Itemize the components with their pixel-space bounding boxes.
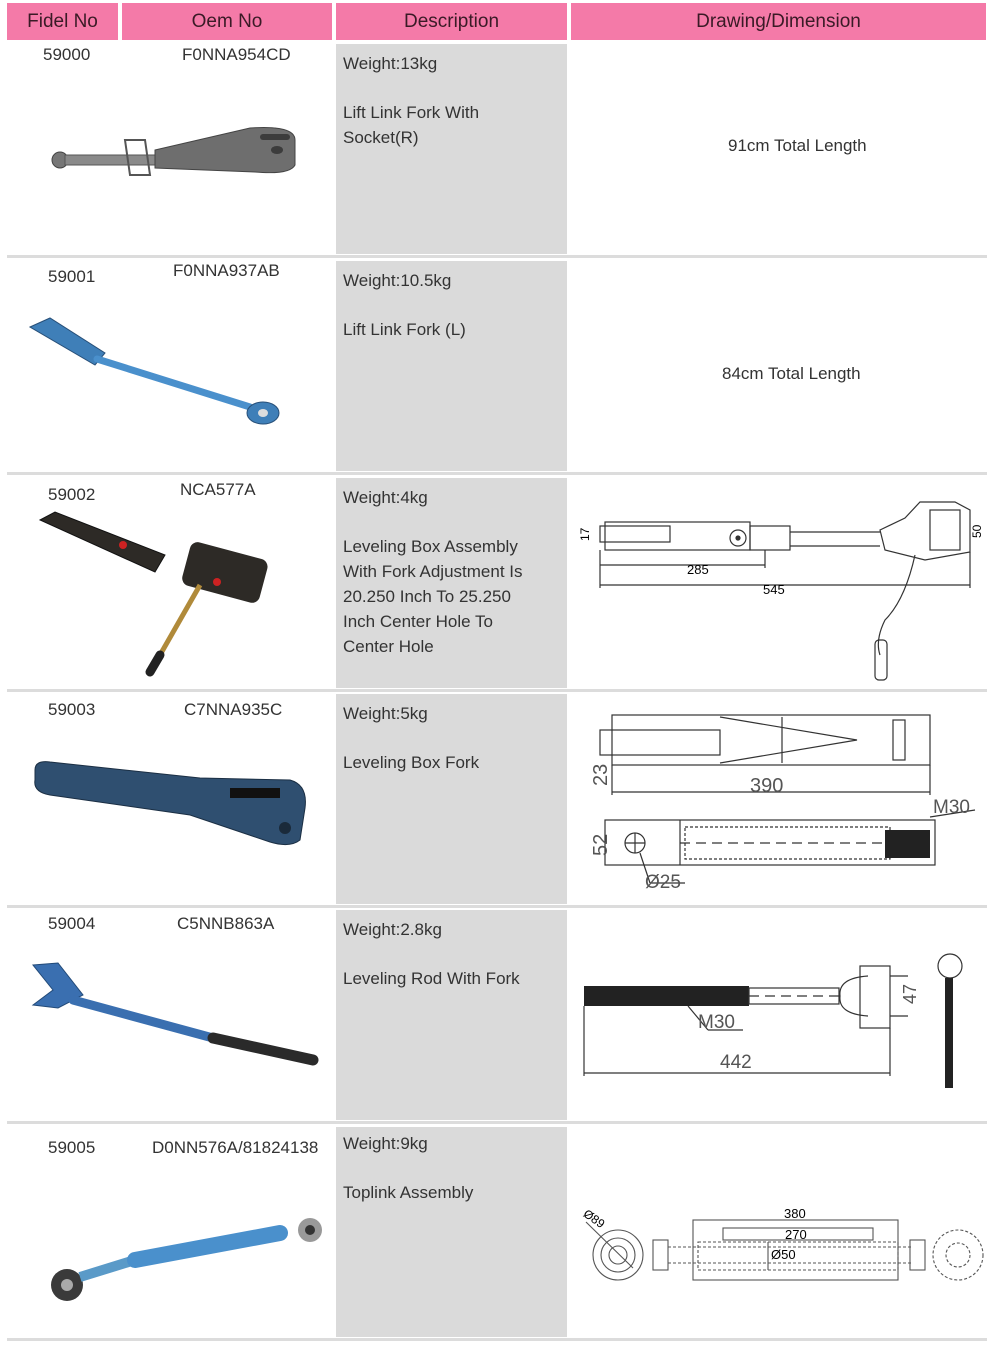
svg-text:270: 270	[785, 1227, 807, 1242]
oem-no: NCA577A	[180, 480, 256, 499]
header-drawing-dimension: Drawing/Dimension	[571, 3, 986, 40]
description-line: Socket(R)	[343, 128, 419, 147]
oem-no: D0NN576A/81824138	[152, 1138, 319, 1157]
weight: Weight:2.8kg	[343, 920, 442, 939]
row-divider	[7, 689, 987, 692]
leveling-box-fork-drawing	[575, 705, 985, 895]
svg-text:390: 390	[750, 775, 784, 797]
toplink-assembly-photo	[45, 1215, 330, 1310]
leveling-box-fork-photo	[30, 760, 310, 850]
row-divider	[7, 472, 987, 475]
toplink-assembly-drawing	[578, 1200, 988, 1290]
svg-text:545: 545	[763, 582, 785, 597]
description-line: Leveling Box Assembly	[343, 537, 518, 556]
row-divider	[7, 1121, 987, 1124]
fidel-no: 59000	[43, 45, 91, 64]
weight: Weight:13kg	[343, 54, 438, 73]
description-cell	[336, 694, 567, 904]
fidel-no: 59004	[48, 914, 96, 933]
description-cell	[336, 478, 567, 688]
header-oem-no: Oem No	[122, 3, 332, 40]
oem-no: F0NNA937AB	[173, 261, 280, 280]
oem-no: C7NNA935C	[184, 700, 283, 719]
description-cell	[336, 910, 567, 1120]
description-line: Lift Link Fork (L)	[343, 320, 466, 339]
dimension-text: 91cm Total Length	[728, 136, 867, 155]
oem-no: F0NNA954CD	[182, 45, 291, 64]
description-line: Toplink Assembly	[343, 1183, 474, 1202]
description-cell	[336, 261, 567, 471]
svg-text:47: 47	[900, 983, 920, 1004]
description-cell	[336, 44, 567, 254]
svg-text:442: 442	[720, 1052, 752, 1073]
weight: Weight:5kg	[343, 704, 428, 723]
svg-text:Ø25: Ø25	[645, 872, 681, 893]
description-line: Center Hole	[343, 637, 434, 656]
row-divider	[7, 905, 987, 908]
svg-text:Ø89: Ø89	[580, 1206, 608, 1232]
fidel-no: 59005	[48, 1138, 96, 1157]
header-fidel-no: Fidel No	[7, 3, 118, 40]
svg-text:Ø50: Ø50	[771, 1247, 796, 1262]
svg-text:50: 50	[970, 524, 984, 538]
svg-text:M30: M30	[698, 1012, 735, 1033]
oem-no: C5NNB863A	[177, 914, 275, 933]
row-divider	[7, 255, 987, 258]
description-line: With Fork Adjustment Is	[343, 562, 523, 581]
svg-text:380: 380	[784, 1206, 806, 1221]
description-line: Lift Link Fork With	[343, 103, 480, 122]
lift-link-fork-blue-photo	[25, 315, 285, 430]
fidel-no: 59002	[48, 485, 96, 504]
lift-link-fork-socket-photo	[45, 120, 305, 190]
row-divider	[7, 1338, 987, 1341]
leveling-rod-fork-photo	[28, 960, 323, 1075]
svg-text:23: 23	[590, 763, 612, 786]
header-description: Description	[336, 3, 567, 40]
fidel-no: 59003	[48, 700, 96, 719]
description-line: Leveling Box Fork	[343, 753, 480, 772]
dimension-text: 84cm Total Length	[722, 364, 861, 383]
description-line: 20.250 Inch To 25.250	[343, 587, 511, 606]
svg-text:17: 17	[578, 527, 592, 541]
svg-text:52: 52	[590, 833, 612, 856]
leveling-rod-fork-drawing	[578, 948, 988, 1093]
leveling-box-assembly-photo	[35, 510, 275, 680]
description-line: Inch Center Hole To	[343, 612, 493, 631]
weight: Weight:9kg	[343, 1134, 428, 1153]
weight: Weight:4kg	[343, 488, 428, 507]
weight: Weight:10.5kg	[343, 271, 452, 290]
svg-text:285: 285	[687, 562, 709, 577]
fidel-no: 59001	[48, 267, 96, 286]
svg-text:M30: M30	[933, 797, 970, 818]
description-line: Leveling Rod With Fork	[343, 969, 520, 988]
description-cell	[336, 1127, 567, 1337]
leveling-box-assembly-drawing	[575, 490, 985, 685]
